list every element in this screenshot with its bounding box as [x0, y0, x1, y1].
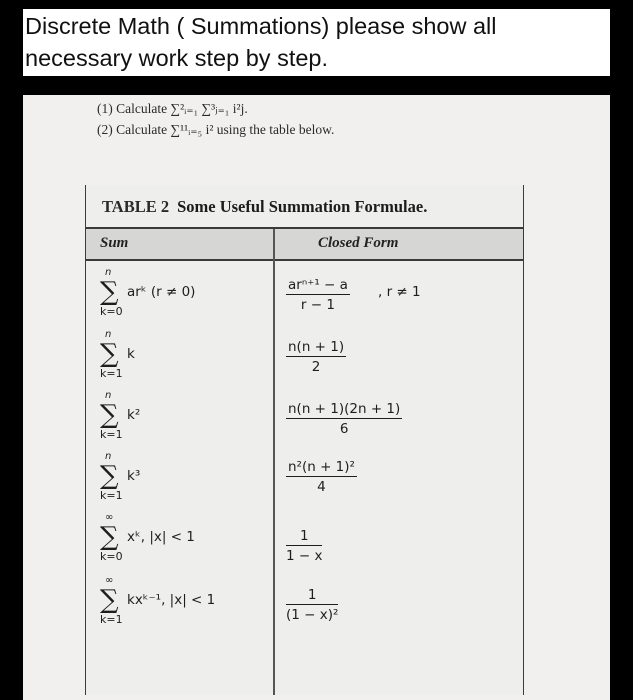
denominator: (1 − x)²	[286, 607, 339, 623]
closed-form-cell	[286, 451, 511, 511]
header-line-2: necessary work step by step.	[25, 45, 329, 71]
numerator: n(n + 1)(2n + 1)	[288, 401, 401, 417]
sum-cell	[100, 327, 270, 387]
lower-limit: k=1	[100, 428, 123, 441]
sum-term: kxᵏ⁻¹, |x| < 1	[127, 592, 216, 608]
header-line-1: Discrete Math ( Summations) please show all	[25, 13, 497, 39]
lower-limit: k=1	[100, 367, 123, 380]
upper-limit: n	[105, 451, 112, 462]
sum-cell	[100, 573, 270, 633]
closed-form-cell	[286, 393, 511, 453]
fraction	[286, 528, 322, 564]
sum-cell	[100, 388, 270, 448]
numerator: 1	[286, 587, 338, 605]
denominator: r − 1	[300, 297, 335, 313]
sum-term: xᵏ, |x| < 1	[127, 529, 195, 545]
closed-form-column-header	[274, 229, 523, 259]
closed-form-cell	[286, 269, 511, 329]
sum-header-label: Sum	[100, 235, 129, 251]
denominator: 2	[311, 359, 321, 375]
question-2: (2) Calculate ∑¹¹ᵢ₌₅ i² using the table below.	[97, 122, 335, 137]
column-divider	[273, 229, 275, 695]
numerator: n(n + 1)	[288, 339, 345, 355]
upper-limit: n	[105, 390, 112, 401]
sum-term: k²	[127, 407, 141, 423]
condition: , r ≠ 1	[378, 284, 421, 300]
upper-limit: ∞	[105, 512, 114, 523]
sum-cell	[100, 265, 270, 325]
sigma-symbol: ∑	[100, 277, 119, 307]
table-caption: Some Useful Summation Formulae.	[177, 197, 428, 216]
denominator: 6	[339, 421, 349, 437]
sum-term: k	[127, 346, 135, 362]
lower-limit: k=1	[100, 489, 123, 502]
fraction	[286, 459, 357, 495]
question-1: (1) Calculate ∑²ᵢ₌₁ ∑³ⱼ₌₁ i²j.	[97, 101, 248, 116]
fraction	[286, 339, 346, 375]
sigma-symbol: ∑	[100, 400, 119, 430]
numerator: arⁿ⁺¹ − a	[288, 277, 348, 293]
closed-form-cell	[286, 579, 511, 639]
sigma-symbol: ∑	[100, 522, 119, 552]
sigma-symbol: ∑	[100, 461, 119, 491]
sum-cell	[100, 510, 270, 570]
upper-limit: n	[105, 267, 112, 278]
header-rule	[86, 259, 523, 261]
sum-term: k³	[127, 468, 141, 484]
summation-table	[85, 185, 524, 695]
question-header	[23, 9, 610, 76]
table-title	[102, 197, 427, 217]
denominator: 1 − x	[286, 548, 323, 564]
closed-form-cell	[286, 331, 511, 391]
upper-limit: ∞	[105, 575, 114, 586]
closed-form-cell	[286, 520, 511, 580]
fraction	[286, 587, 338, 623]
numerator: 1	[286, 528, 322, 546]
denominator: 4	[317, 479, 326, 495]
lower-limit: k=0	[100, 550, 123, 563]
fraction	[286, 277, 350, 313]
sum-column-header	[86, 229, 273, 259]
lower-limit: k=1	[100, 613, 123, 626]
sigma-symbol: ∑	[100, 585, 119, 615]
upper-limit: n	[105, 329, 112, 340]
fraction	[286, 401, 402, 437]
lower-limit: k=0	[100, 305, 123, 318]
sum-cell	[100, 449, 270, 509]
closed-form-header-label: Closed Form	[318, 235, 399, 251]
sum-term: arᵏ (r ≠ 0)	[127, 284, 196, 300]
table-label: TABLE 2	[102, 197, 170, 216]
numerator: n²(n + 1)²	[288, 459, 355, 475]
textbook-photo	[23, 95, 610, 700]
sigma-symbol: ∑	[100, 339, 119, 369]
